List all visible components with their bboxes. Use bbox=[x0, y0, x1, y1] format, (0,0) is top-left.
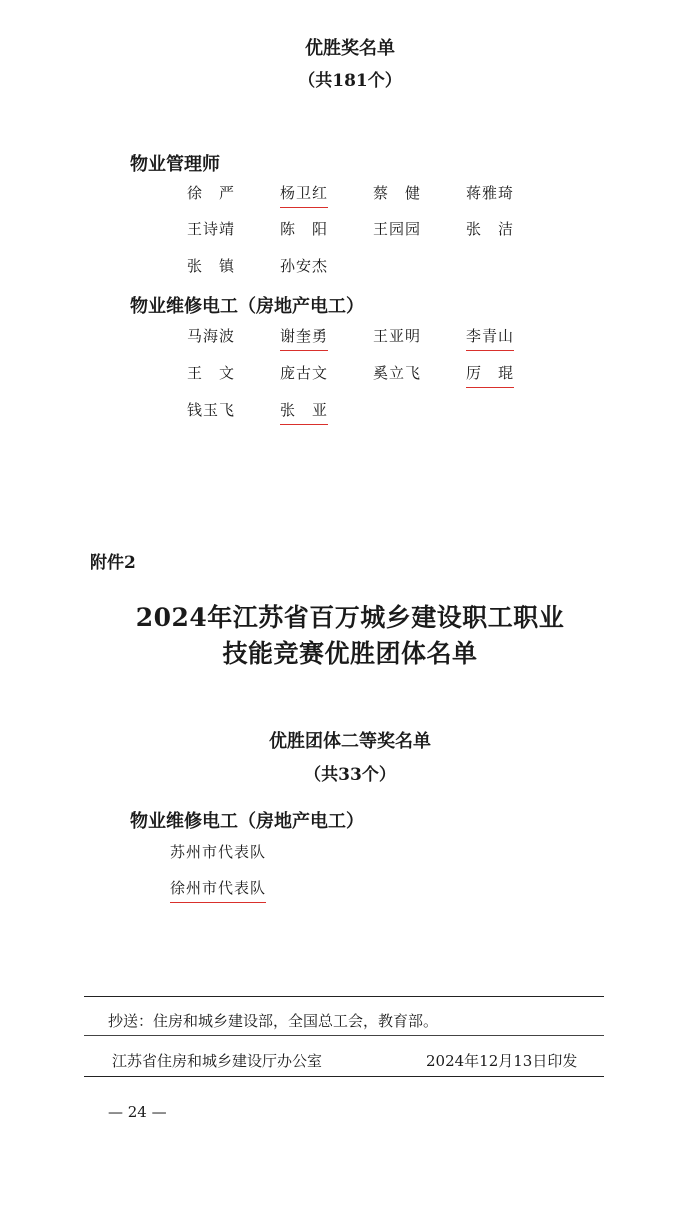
footer-rule-middle bbox=[84, 1035, 604, 1036]
winner-name: 张 洁 bbox=[466, 220, 515, 238]
winner-name: 马海波 bbox=[187, 327, 236, 345]
winner-name: 庞古文 bbox=[280, 364, 329, 382]
cc-line: 抄送：住房和城乡建设部，全国总工会，教育部。 bbox=[108, 1012, 439, 1030]
winner-name-highlighted: 谢奎勇 bbox=[280, 325, 328, 351]
winner-name-highlighted: 杨卫红 bbox=[280, 182, 328, 208]
winner-name: 钱玉飞 bbox=[187, 401, 236, 419]
annex-subtitle: 优胜团体二等奖名单 bbox=[269, 731, 431, 752]
issuer: 江苏省住房和城乡建设厅办公室 bbox=[112, 1052, 323, 1070]
winner-name: 陈 阳 bbox=[280, 220, 329, 238]
winner-name: 徐 严 bbox=[187, 184, 236, 202]
category-heading: 物业维修电工（房地产电工） bbox=[130, 296, 364, 317]
issue-date: 2024年12月13日印发 bbox=[426, 1052, 578, 1070]
winner-name: 王 文 bbox=[187, 364, 236, 382]
winner-name-highlighted: 李青山 bbox=[466, 325, 514, 351]
footer-rule-bottom bbox=[84, 1076, 604, 1077]
page-number: — 24 — bbox=[108, 1103, 167, 1121]
section-title: 优胜奖名单 bbox=[305, 38, 395, 59]
section-count: （共181个） bbox=[298, 71, 402, 91]
annex-title-line2: 技能竞赛优胜团体名单 bbox=[222, 639, 478, 668]
category-heading: 物业维修电工（房地产电工） bbox=[130, 811, 364, 832]
winner-name: 张 镇 bbox=[187, 257, 236, 275]
footer-rule-top bbox=[84, 996, 604, 997]
annex-label: 附件2 bbox=[90, 553, 136, 573]
winner-name: 奚立飞 bbox=[373, 364, 422, 382]
winner-name: 王园园 bbox=[373, 220, 422, 238]
winner-name-highlighted: 张 亚 bbox=[280, 399, 328, 425]
annex-count: （共33个） bbox=[304, 765, 396, 785]
winner-name: 王诗靖 bbox=[187, 220, 236, 238]
winner-name: 孙安杰 bbox=[280, 257, 329, 275]
winner-name-highlighted: 厉 琨 bbox=[466, 362, 514, 388]
team-name: 苏州市代表队 bbox=[170, 843, 267, 861]
winner-name: 蔡 健 bbox=[373, 184, 422, 202]
annex-title-line1: 2024年江苏省百万城乡建设职工职业 bbox=[135, 603, 565, 632]
winner-name: 王亚明 bbox=[373, 327, 422, 345]
winner-name: 蒋雅琦 bbox=[466, 184, 515, 202]
category-heading: 物业管理师 bbox=[130, 154, 220, 175]
team-name-highlighted: 徐州市代表队 bbox=[170, 877, 266, 903]
